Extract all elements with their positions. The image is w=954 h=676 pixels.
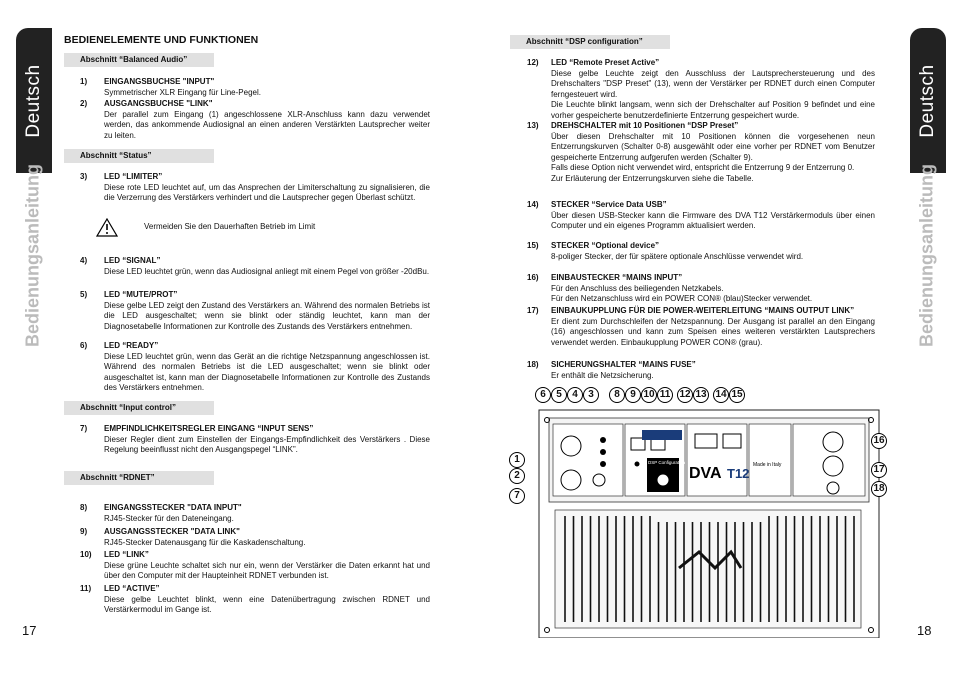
callout-14: 14 xyxy=(713,387,729,403)
section-balanced-audio: Abschnitt “Balanced Audio” xyxy=(64,53,214,67)
item-number: 16) xyxy=(527,273,539,282)
item-description: Über diesen Drehschalter mit 10 Positionen können die vorgesehenen neun Entzerrungskurven (Schalter 0-8) ausgewählt oder eine vorher per RDNET vom Benutzer gespeicherte Entzerrung aufgerufen werden (Schalter 9). Falls diese Option nicht verwendet wird, entspricht die Entzerrung 9 der Entzerrung 0. Zur Erläuterung der Entzerrungskurven siehe die Tabelle. xyxy=(551,131,875,183)
item-description: Diese gelbe LED zeigt den Zustand des Verstärkers an. Während des normalen Betriebs ist die LED ausgeschaltet; wenn sie blinkt oder ständig leuchtet, kann man der Diagnosetabelle Informationen zur Kontrolle des Zustands des Verstärkers entnehmen. xyxy=(104,300,430,331)
feature-item xyxy=(80,77,430,98)
item-description: Diese rote LED leuchtet auf, um das Ansprechen der Limiterschaltung zu signalisieren, die die Verzerrung des Verstärkers verhindert und die Lautsprecher gegen Überlast schützt. xyxy=(104,182,430,202)
item-description: Diese gelbe Leuchte zeigt den Ausschluss der Lautsprechersteuerung und des Drehschalters "DSP Preset" (13), wenn der Verstärker per RDNET durch einen Computer ferngesteuert wird. Die Leuchte blinkt langsam, wenn sich der Drehschalter auf Position 9 befindet und eine vorher gespeicherte benutzerdefinierte Entzerrung gespeichert wurde. xyxy=(551,68,875,120)
item-title: EMPFINDLICHKEITSREGLER EINGANG “INPUT SENS” xyxy=(104,424,314,433)
feature-item xyxy=(80,503,430,524)
item-title: EINGANGSBUCHSE "INPUT" xyxy=(104,77,215,86)
dsp-config-label: DSP Configuration xyxy=(648,460,686,465)
item-number: 3) xyxy=(80,172,88,181)
callout-12: 12 xyxy=(677,387,693,403)
callout-5: 5 xyxy=(551,387,567,403)
item-description: Dieser Regler dient zum Einstellen der Eingangs-Empfindlichkeit des Verstärkers . Diese Regelung beeinflusst nicht den Ausgangspegel “LINK”. xyxy=(104,434,430,454)
item-number: 4) xyxy=(80,256,88,265)
item-number: 17) xyxy=(527,306,539,315)
item-number: 13) xyxy=(527,121,539,130)
feature-item xyxy=(80,424,430,456)
svg-text:Made in Italy: Made in Italy xyxy=(753,462,782,468)
item-number: 9) xyxy=(80,527,88,536)
feature-item xyxy=(527,360,875,381)
callout-4: 4 xyxy=(567,387,583,403)
item-title: AUSGANGSBUCHSE "LINK" xyxy=(104,99,213,108)
item-description: Der parallel zum Eingang (1) angeschlossene XLR-Anschluss kann dazu verwendet werden, das ankommende Audiosignal an einen anderen Verstärkten Lautsprecher weiter zu leiten. xyxy=(104,109,430,140)
callout-8: 8 xyxy=(609,387,625,403)
callout-left: 7 xyxy=(509,488,525,504)
item-description: 8-poliger Stecker, der für spätere optionale Anschlüsse verwendet wird. xyxy=(551,251,804,261)
section-input-control: Abschnitt “Input control” xyxy=(64,401,214,415)
feature-item xyxy=(80,256,430,277)
item-title: LED “ACTIVE” xyxy=(104,584,160,593)
language-tab-left: Deutsch xyxy=(16,28,52,173)
item-number: 15) xyxy=(527,241,539,250)
feature-item xyxy=(80,584,430,616)
item-description: Diese gelbe Leuchtet blinkt, wenn eine Datenübertragung zwischen RDNET und Verstärkermodul im Gange ist. xyxy=(104,594,430,614)
warning-icon xyxy=(96,218,118,237)
item-number: 11) xyxy=(80,584,92,593)
item-title: LED “SIGNAL” xyxy=(104,256,161,265)
language-tab-right: Deutsch xyxy=(910,28,946,173)
feature-item xyxy=(527,200,875,232)
page-number-left: 17 xyxy=(22,623,37,638)
item-title: EINBAUSTECKER “MAINS INPUT” xyxy=(551,273,683,282)
item-number: 12) xyxy=(527,58,539,67)
svg-text:T12: T12 xyxy=(727,466,750,481)
item-description: Er dient zum Durchschleifen der Netzspannung. Der Ausgang ist parallel an den Eingang (16) angeschlossen und kann zum Speisen eines weiteren verstärkten Lautsprechers verwendet werden. Einbaukupplung POWER CON® (grau). xyxy=(551,316,875,347)
item-description: Er enthält die Netzsicherung. xyxy=(551,370,654,380)
item-title: LED “Remote Preset Active” xyxy=(551,58,660,67)
callout-10: 10 xyxy=(641,387,657,403)
item-number: 14) xyxy=(527,200,539,209)
svg-text:DVA: DVA xyxy=(689,465,722,482)
feature-item xyxy=(80,550,430,582)
feature-item xyxy=(80,527,430,548)
item-number: 18) xyxy=(527,360,539,369)
callout-9: 9 xyxy=(625,387,641,403)
feature-item xyxy=(80,341,430,394)
page-number-right: 18 xyxy=(917,623,932,638)
item-title: EINGANGSSTECKER "DATA INPUT" xyxy=(104,503,242,512)
manual-vertical-title-left: Bedienungsanleitung xyxy=(22,164,43,348)
callout-left: 2 xyxy=(509,468,525,484)
feature-item xyxy=(527,241,875,262)
feature-item xyxy=(527,121,875,184)
feature-item xyxy=(527,273,875,305)
callout-left: 1 xyxy=(509,452,525,468)
item-number: 2) xyxy=(80,99,88,108)
item-title: SICHERUNGSHALTER “MAINS FUSE” xyxy=(551,360,696,369)
manual-vertical-title-right: Bedienungsanleitung xyxy=(916,164,937,348)
feature-item xyxy=(80,99,430,141)
callout-right: 17 xyxy=(871,462,887,478)
item-number: 5) xyxy=(80,290,88,299)
feature-item xyxy=(527,58,875,121)
section-status: Abschnitt “Status” xyxy=(64,149,214,163)
rear-panel-drawing xyxy=(527,380,887,638)
item-description: RJ45-Stecker Datenausgang für die Kaskadenschaltung. xyxy=(104,537,306,547)
section-rdnet: Abschnitt “RDNET” xyxy=(64,471,214,485)
warning-text: Vermeiden Sie den Dauerhaften Betrieb im Limit xyxy=(144,222,316,231)
item-title: AUSGANGSSTECKER "DATA LINK" xyxy=(104,527,240,536)
item-number: 7) xyxy=(80,424,88,433)
callout-6: 6 xyxy=(535,387,551,403)
item-number: 1) xyxy=(80,77,88,86)
callout-3: 3 xyxy=(583,387,599,403)
section-dsp-configuration: Abschnitt “DSP configuration” xyxy=(510,35,670,49)
item-description: Symmetrischer XLR Eingang für Line-Pegel. xyxy=(104,87,261,97)
item-description: Diese LED leuchtet grün, wenn das Audiosignal anliegt mit einem Pegel von größer -20dBu. xyxy=(104,266,430,276)
item-title: LED “LIMITER” xyxy=(104,172,163,181)
item-title: LED “LINK” xyxy=(104,550,149,559)
item-number: 8) xyxy=(80,503,88,512)
item-description: Über diesen USB-Stecker kann die Firmware des DVA T12 Verstärkermoduls über einen Computer und ein eigenes Programm aktualisiert werden. xyxy=(551,210,875,230)
callout-15: 15 xyxy=(729,387,745,403)
item-description: Für den Anschluss des beiliegenden Netzkabels. Für den Netzanschluss wird ein POWER CON® (blau)Stecker verwendet. xyxy=(551,283,813,303)
item-description: Diese LED leuchtet grün, wenn das Gerät an die richtige Netzspannung angeschlossen ist. Während des normalen Betriebs ist die LED ausgeschaltet; wenn sie blinkt oder ausgeschaltet ist, kann man der Diagnosetabelle Informationen zur Kontrolle des Zustands des Verstärkers entnehmen. xyxy=(104,351,430,392)
item-title: LED “MUTE/PROT” xyxy=(104,290,178,299)
feature-item xyxy=(80,172,430,204)
callout-11: 11 xyxy=(657,387,673,403)
item-title: DREHSCHALTER mit 10 Positionen “DSP Preset” xyxy=(551,121,739,130)
item-title: LED “READY” xyxy=(104,341,159,350)
item-description: Diese grüne Leuchte schaltet sich nur ein, wenn der Verstärker die Daten erkannt hat und über den Computer mit der Haupteinheit RDNET verbunden ist. xyxy=(104,560,430,580)
callout-right: 18 xyxy=(871,481,887,497)
callout-right: 16 xyxy=(871,433,887,449)
item-title: EINBAUKUPPLUNG FÜR DIE POWER-WEITERLEITUNG “MAINS OUTPUT LINK” xyxy=(551,306,855,315)
item-title: STECKER “Optional device” xyxy=(551,241,660,250)
item-number: 6) xyxy=(80,341,88,350)
rear-panel-diagram xyxy=(514,380,887,638)
feature-item xyxy=(527,306,875,348)
item-title: STECKER “Service Data USB” xyxy=(551,200,667,209)
callout-13: 13 xyxy=(693,387,709,403)
feature-item xyxy=(80,290,430,332)
item-description: RJ45-Stecker für den Dateneingang. xyxy=(104,513,234,523)
page-title: BEDIENELEMENTE UND FUNKTIONEN xyxy=(64,34,259,46)
item-number: 10) xyxy=(80,550,92,559)
